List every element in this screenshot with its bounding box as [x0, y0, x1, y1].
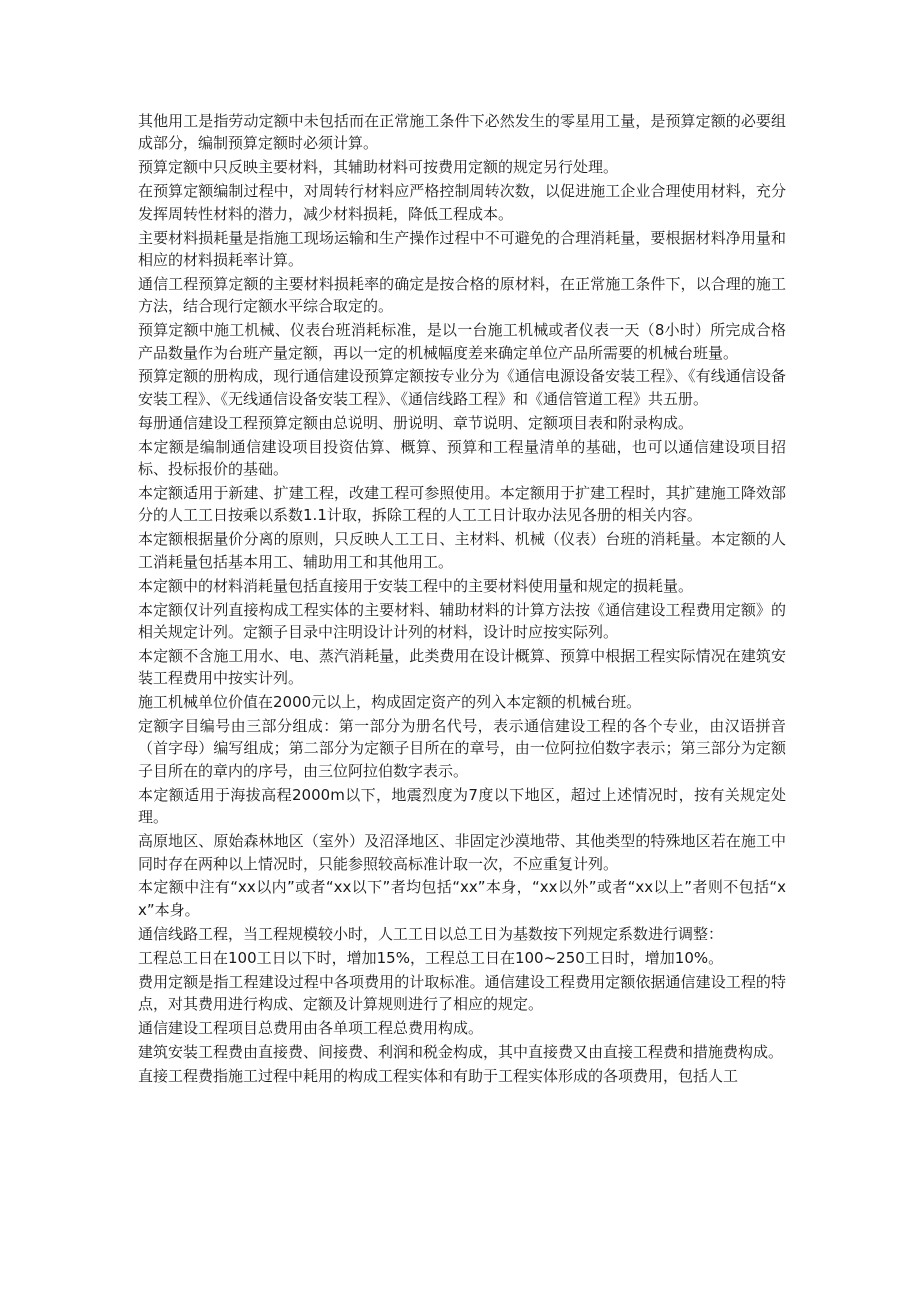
- paragraph: 定额字目编号由三部分组成：第一部分为册名代号，表示通信建设工程的各个专业，由汉语拼音（首字母）编写组成；第二部分为定额子目所在的章号，由一位阿拉伯数字表示；第三部分为定额子目所在的章内的序号，由三位阿拉伯数字表示。: [138, 717, 786, 780]
- paragraph: 本定额中的材料消耗量包括直接用于安装工程中的主要材料使用量和规定的损耗量。: [138, 576, 694, 595]
- paragraph: 其他用工是指劳动定额中未包括而在正常施工条件下必然发生的零星用工量，是预算定额的必要组成部分，编制预算定额时必须计算。: [138, 112, 786, 153]
- paragraph: 本定额中注有“xx以内”或者“xx以下”者均包括“xx”本身，“xx以外”或者“xx以上”者则不包括“xx”本身。: [138, 878, 786, 919]
- paragraph: 预算定额中只反映主要材料，其辅助材料可按费用定额的规定另行处理。: [138, 158, 619, 177]
- paragraph: 主要材料损耗量是指施工现场运输和生产操作过程中不可避免的合理消耗量，要根据材料净用量和相应的材料损耗率计算。: [138, 228, 786, 269]
- paragraph: 通信工程预算定额的主要材料损耗率的确定是按合格的原材料，在正常施工条件下，以合理的施工方法，结合现行定额水平综合取定的。: [138, 274, 786, 316]
- paragraph: 本定额适用于海拔高程2000m以下，地震烈度为7度以下地区，超过上述情况时，按有关规定处理。: [138, 785, 786, 827]
- paragraph: 本定额不含施工用水、电、蒸汽消耗量，此类费用在设计概算、预算中根据工程实际情况在建筑安装工程费用中按实计列。: [138, 646, 786, 688]
- paragraph: 预算定额的册构成，现行通信建设预算定额按专业分为《通信电源设备安装工程》、《有线通信设备安装工程》、《无线通信设备安装工程》、《通信线路工程》和《通信管道工程》共五册。: [138, 367, 786, 408]
- paragraph: 直接工程费指施工过程中耗用的构成工程实体和有助于工程实体形成的各项费用，包括人工: [138, 1066, 739, 1085]
- paragraph: 在预算定额编制过程中，对周转行材料应严格控制周转次数，以促进施工企业合理使用材料，充分发挥周转性材料的潜力，减少材料损耗，降低工程成本。: [138, 182, 786, 223]
- paragraph: 建筑安装工程费由直接费、间接费、利润和税金构成，其中直接费又由直接工程费和措施费构成。: [138, 1042, 784, 1061]
- paragraph: 本定额根据量价分离的原则，只反映人工工日、主材料、机械（仪表）台班的消耗量。本定额的人工消耗量包括基本用工、辅助用工和其他用工。: [138, 530, 786, 571]
- paragraph: 通信建设工程项目总费用由各单项工程总费用构成。: [138, 1018, 484, 1037]
- paragraph: 本定额适用于新建、扩建工程，改建工程可参照使用。本定额用于扩建工程时，其扩建施工降效部分的人工工日按乘以系数1.1计取，拆除工程的人工工日计取办法见各册的相关内容。: [138, 484, 786, 525]
- paragraph: 每册通信建设工程预算定额由总说明、册说明、章节说明、定额项目表和附录构成。: [138, 413, 694, 432]
- paragraph: 预算定额中施工机械、仪表台班消耗标准，是以一台施工机械或者仪表一天（8小时）所完成合格产品数量作为台班产量定额，再以一定的机械幅度差来确定单位产品所需要的机械台班量。: [138, 321, 786, 362]
- paragraph: 通信线路工程，当工程规模较小时，人工工日以总工日为基数按下列规定系数进行调整：: [138, 924, 724, 943]
- paragraph: 高原地区、原始森林地区（室外）及沼泽地区、非固定沙漠地带、其他类型的特殊地区若在施工中同时存在两种以上情况时，只能参照较高标准计取一次，不应重复计列。: [138, 832, 786, 873]
- paragraph: 本定额仅计列直接构成工程实体的主要材料、辅助材料的计算方法按《通信建设工程费用定额》的相关规定计列。定额子目录中注明设计计列的材料，设计时应按实际列。: [138, 600, 786, 641]
- paragraph: 工程总工日在100工日以下时，增加15%，工程总工日在100~250工日时，增加10%。: [138, 948, 724, 967]
- paragraph: 费用定额是指工程建设过程中各项费用的计取标准。通信建设工程费用定额依据通信建设工程的特点，对其费用进行构成、定额及计算规则进行了相应的规定。: [138, 972, 786, 1013]
- paragraph: 本定额是编制通信建设项目投资估算、概算、预算和工程量清单的基础，也可以通信建设项目招标、投标报价的基础。: [138, 437, 786, 479]
- paragraph: 施工机械单位价值在2000元以上，构成固定资产的列入本定额的机械台班。: [138, 693, 642, 712]
- document-body: [138, 110, 786, 1089]
